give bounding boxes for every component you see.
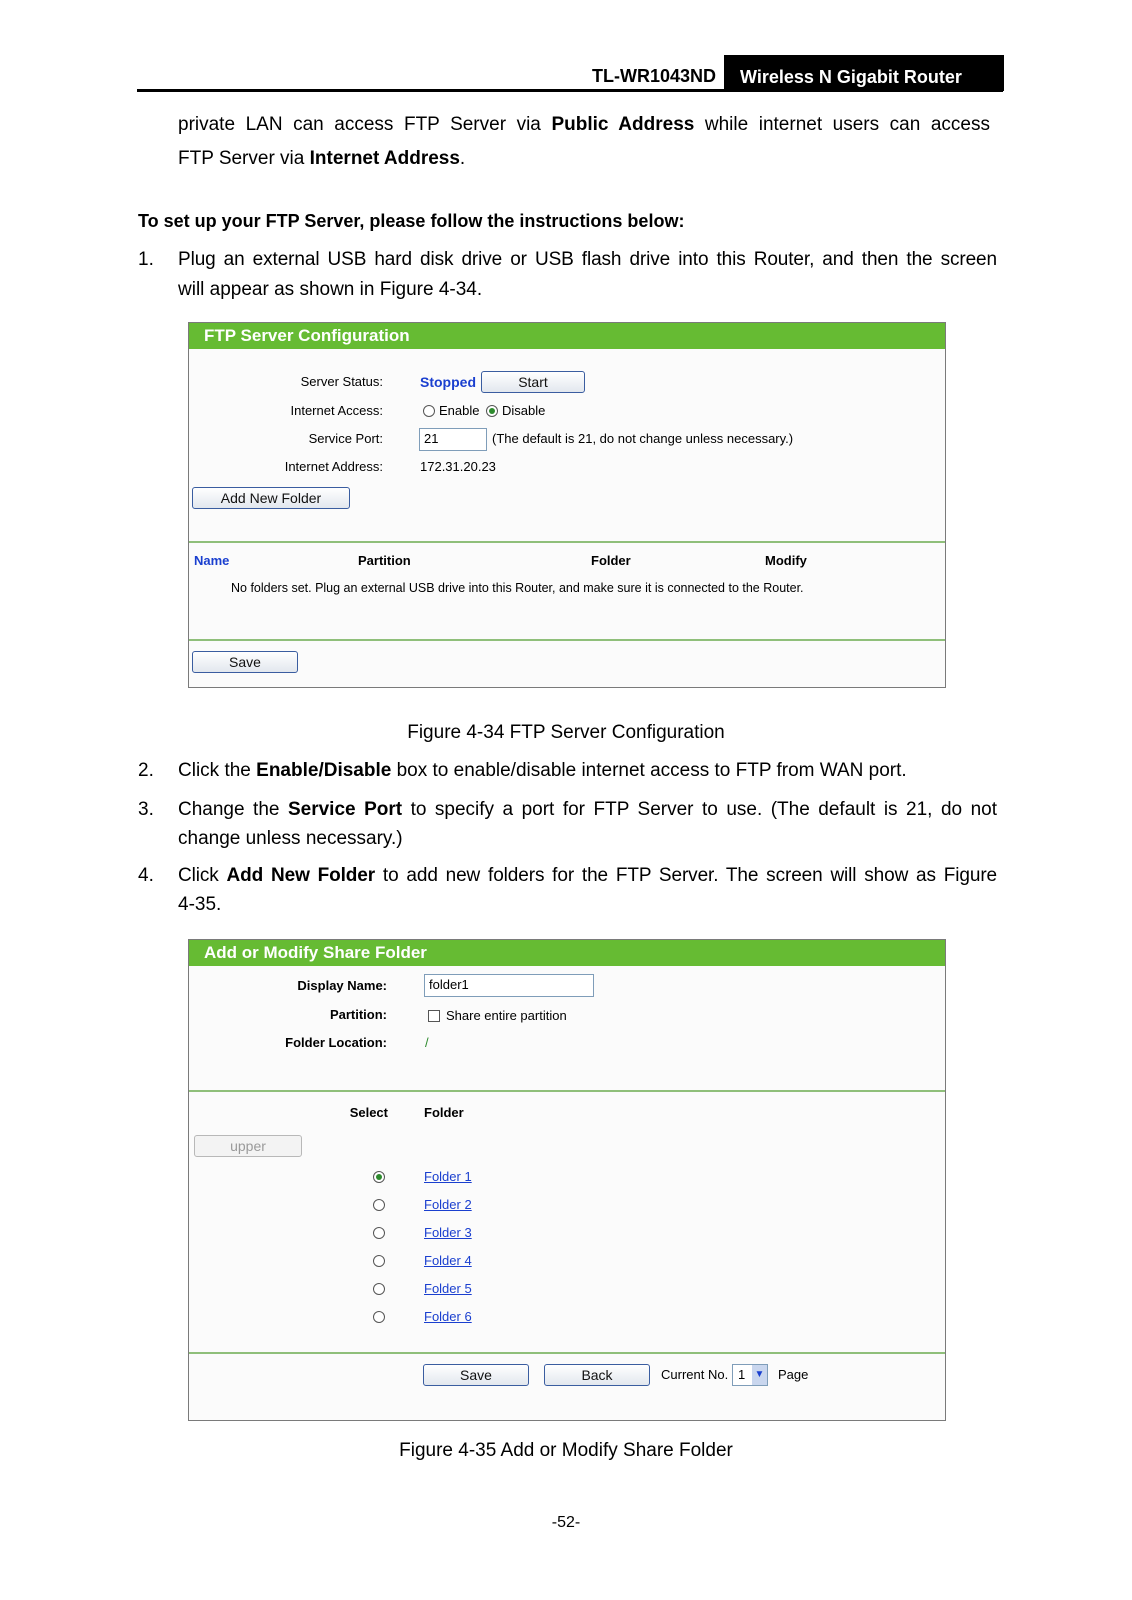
column-partition: Partition	[358, 553, 411, 568]
intro-text: FTP Server via	[178, 148, 310, 169]
step-1-line-1: Plug an external USB hard disk drive or USB flash drive into this Router, and then the screen	[178, 249, 997, 270]
add-modify-share-folder-figure	[188, 939, 946, 1421]
folder-3-radio[interactable]	[373, 1227, 385, 1239]
ftp-server-config-figure	[188, 322, 946, 688]
figure-2-caption: Figure 4-35 Add or Modify Share Folder	[399, 1440, 733, 1461]
internet-address-term: Internet Address	[309, 148, 460, 169]
step-4-line-2: 4-35.	[178, 894, 222, 915]
folder-6-radio[interactable]	[373, 1311, 385, 1323]
column-modify: Modify	[765, 553, 807, 568]
empty-message: No folders set. Plug an external USB drive into this Router, and make sure it is connected to the Router.	[231, 581, 804, 595]
internet-address-label: Internet Address:	[284, 459, 383, 474]
column-folder: Folder	[591, 553, 631, 568]
share-entire-partition-label: Share entire partition	[446, 1008, 567, 1023]
add-new-folder-term: Add New Folder	[226, 865, 376, 886]
server-status-label: Server Status:	[300, 374, 383, 389]
step-3-line-1	[178, 795, 997, 825]
partition-label: Partition:	[329, 1007, 387, 1022]
enable-disable-term: Enable/Disable	[256, 760, 392, 781]
display-name-label: Display Name:	[297, 978, 387, 993]
enable-label: Enable	[439, 403, 480, 418]
folder-2-radio[interactable]	[373, 1199, 385, 1211]
chevron-down-icon[interactable]: ▼	[752, 1365, 767, 1385]
service-port-label: Service Port:	[308, 431, 383, 446]
intro-line-2	[178, 144, 990, 174]
page-label: Page	[778, 1367, 809, 1382]
add-new-folder-button[interactable]: Add New Folder	[192, 487, 350, 509]
display-name-input[interactable]: folder1	[424, 974, 594, 997]
folder-location-value: /	[425, 1035, 429, 1050]
current-no-value: 1	[738, 1367, 746, 1382]
current-no-select[interactable]	[732, 1364, 768, 1386]
step-1-line-2: will appear as shown in Figure 4-34.	[178, 279, 483, 300]
service-port-hint: (The default is 21, do not change unless necessary.)	[492, 431, 794, 446]
enable-radio[interactable]	[423, 405, 435, 417]
step-number: 1.	[138, 249, 154, 270]
disable-radio[interactable]	[486, 405, 498, 417]
folder-5-radio[interactable]	[373, 1283, 385, 1295]
section-divider	[189, 639, 945, 641]
server-status-value: Stopped	[420, 374, 476, 390]
step-text: Change the	[178, 799, 288, 820]
upper-button[interactable]: upper	[194, 1135, 302, 1157]
folder-3-link[interactable]: Folder 3	[424, 1225, 472, 1240]
step-number: 3.	[138, 799, 154, 820]
step-text: box to enable/disable internet access to FTP from WAN port.	[391, 760, 907, 781]
column-name: Name	[194, 553, 230, 568]
folder-location-label: Folder Location:	[285, 1035, 387, 1050]
folder-4-link[interactable]: Folder 4	[424, 1253, 472, 1268]
internet-access-label: Internet Access:	[290, 403, 383, 418]
folder-6-link[interactable]: Folder 6	[424, 1309, 472, 1324]
folder-1-link[interactable]: Folder 1	[424, 1169, 472, 1184]
public-address-term: Public Address	[551, 114, 695, 135]
header-model: TL-WR1043ND	[591, 66, 716, 86]
step-text: Click	[178, 865, 227, 886]
intro-line-1	[178, 110, 990, 140]
folder-4-radio[interactable]	[373, 1255, 385, 1267]
step-3-line-2: change unless necessary.)	[178, 828, 403, 849]
intro-text: while internet users can access	[694, 114, 990, 135]
disable-label: Disable	[502, 403, 546, 418]
section-divider	[189, 1090, 945, 1092]
folder-5-link[interactable]: Folder 5	[424, 1281, 472, 1296]
figure-title: FTP Server Configuration	[189, 323, 945, 349]
save-button[interactable]: Save	[423, 1364, 529, 1386]
current-no-label: Current No.	[661, 1367, 729, 1382]
header-rule	[137, 89, 1003, 92]
section-divider	[189, 541, 945, 543]
folder-header: Folder	[424, 1105, 464, 1120]
figure-1-caption: Figure 4-34 FTP Server Configuration	[407, 722, 725, 743]
intro-text: .	[459, 148, 466, 169]
step-number: 4.	[138, 865, 154, 886]
service-port-input[interactable]: 21	[419, 428, 487, 451]
step-number: 2.	[138, 760, 154, 781]
share-entire-partition-checkbox[interactable]	[428, 1010, 440, 1022]
figure-title: Add or Modify Share Folder	[189, 940, 945, 966]
section-divider	[189, 1352, 945, 1354]
start-button[interactable]: Start	[481, 371, 585, 393]
folder-2-link[interactable]: Folder 2	[424, 1197, 472, 1212]
step-text: to add new folders for the FTP Server. The screen will show as Figure	[375, 865, 998, 886]
instructions-heading: To set up your FTP Server, please follow the instructions below:	[138, 211, 685, 231]
save-button[interactable]: Save	[192, 651, 298, 673]
header-product: Wireless N Gigabit Router	[726, 57, 1006, 89]
intro-text: private LAN can access FTP Server via	[178, 114, 552, 135]
step-text: Click the	[178, 760, 257, 781]
service-port-term: Service Port	[287, 799, 403, 820]
select-header: Select	[349, 1105, 388, 1120]
step-2-line-1	[178, 756, 907, 786]
back-button[interactable]: Back	[544, 1364, 650, 1386]
step-4-line-1	[178, 861, 997, 891]
folder-1-radio[interactable]	[373, 1171, 385, 1183]
page-number: -52-	[551, 1514, 581, 1531]
step-text: to specify a port for FTP Server to use. (The default is 21, do not	[402, 799, 997, 820]
internet-address-value: 172.31.20.23	[420, 459, 496, 474]
